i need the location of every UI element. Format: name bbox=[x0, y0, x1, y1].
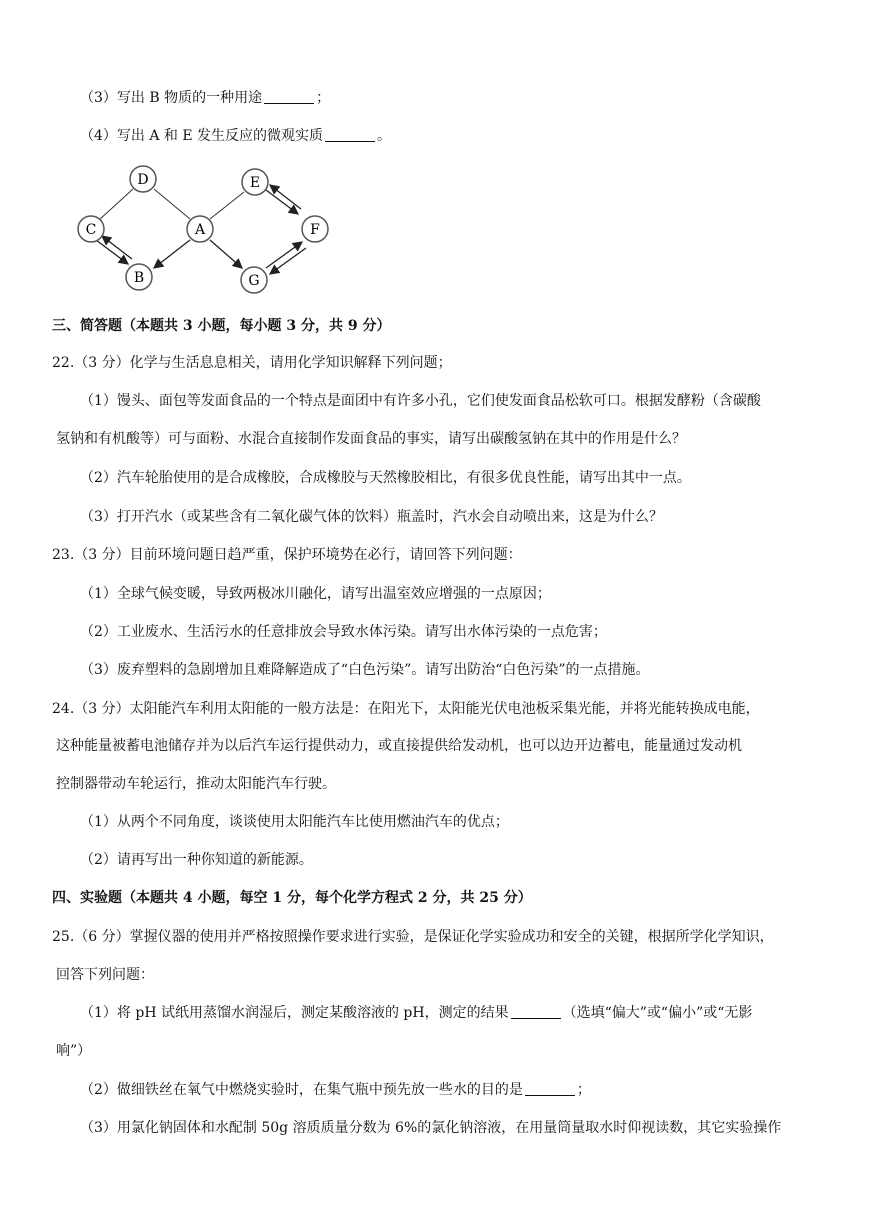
q22-part2: （2）汽车轮胎使用的是合成橡胶，合成橡胶与天然橡胶相比，有很多优良性能，请写出其中一点。 bbox=[80, 470, 691, 486]
q25-stem-2: 回答下列问题： bbox=[56, 967, 154, 983]
q23-part3: （3）废弃塑料的急剧增加且难降解造成了“白色污染”。请写出防治“白色污染”的一点措施。 bbox=[80, 662, 650, 678]
answer-blank[interactable] bbox=[511, 1004, 561, 1019]
q22-part3: （3）打开汽水（或某些含有二氧化碳气体的饮料）瓶盖时，汽水会自动喷出来，这是为什么？ bbox=[80, 509, 663, 525]
node-a bbox=[187, 216, 213, 242]
q21-line-3-end: ； bbox=[316, 90, 331, 106]
edge-a-b bbox=[154, 240, 190, 268]
edge-a-g bbox=[210, 240, 242, 268]
q21-line-4-text: （4）写出 A 和 E 发生反应的微观实质 bbox=[80, 128, 324, 144]
node-b bbox=[126, 264, 152, 290]
edge-d-a bbox=[154, 189, 190, 219]
q25-part2-text: （2）做细铁丝在氧气中燃烧实验时，在集气瓶中预先放一些水的目的是 bbox=[80, 1082, 523, 1098]
reaction-network-diagram bbox=[70, 160, 350, 300]
node-e bbox=[242, 169, 268, 195]
node-d bbox=[130, 166, 156, 192]
svg-text:A: A bbox=[194, 222, 206, 238]
answer-blank[interactable] bbox=[325, 127, 375, 142]
q21-line-3-text: （3）写出 B 物质的一种用途 bbox=[80, 90, 263, 106]
q22-stem: 22.（3 分）化学与生活息息相关，请用化学知识解释下列问题； bbox=[52, 355, 452, 371]
q21-line-4-end: 。 bbox=[377, 128, 392, 144]
q21-line-4 bbox=[80, 126, 391, 146]
q25-part1-cont: 响”） bbox=[56, 1043, 92, 1059]
q25-part2 bbox=[80, 1080, 591, 1100]
edge-c-d bbox=[99, 189, 133, 220]
q24-stem: 24.（3 分）太阳能汽车利用太阳能的一般方法是：在阳光下，太阳能光伏电池板采集光能，并将光能转换成电能， bbox=[52, 701, 760, 717]
q24-cont-2: 控制器带动车轮运行，推动太阳能汽车行驶。 bbox=[56, 776, 336, 792]
q25-part1-text: （1）将 pH 试纸用蒸馏水润湿后，测定某酸溶液的 pH，测定的结果 bbox=[80, 1005, 509, 1021]
q23-part2: （2）工业废水、生活污水的任意排放会导致水体污染。请写出水体污染的一点危害； bbox=[80, 624, 607, 640]
svg-text:E: E bbox=[249, 175, 261, 191]
q25-part2-end: ； bbox=[576, 1082, 591, 1098]
edge-a-e bbox=[210, 192, 244, 219]
svg-text:G: G bbox=[248, 273, 260, 289]
svg-text:C: C bbox=[85, 222, 97, 238]
node-c bbox=[78, 216, 104, 242]
node-g bbox=[241, 267, 267, 293]
q22-part1-a: （1）馒头、面包等发面食品的一个特点是面团中有许多小孔，它们使发面食品松软可口。根据发酵粉（含碳酸 bbox=[80, 393, 761, 409]
answer-blank[interactable] bbox=[264, 89, 314, 104]
section-3-title: 三、简答题（本题共 3 小题，每小题 3 分，共 9 分） bbox=[52, 318, 391, 334]
q25-stem-1: 25.（6 分）掌握仪器的使用并严格按照操作要求进行实验，是保证化学实验成功和安全的关键，根据所学化学知识， bbox=[52, 929, 774, 945]
q23-stem: 23.（3 分）目前环境问题日趋严重，保护环境势在必行，请回答下列问题： bbox=[52, 547, 522, 563]
q25-part3: （3）用氯化钠固体和水配制 50g 溶质质量分数为 6%的氯化钠溶液，在用量筒量取水时仰视读数，其它实验操作 bbox=[80, 1120, 782, 1136]
q21-line-3 bbox=[80, 88, 330, 108]
svg-text:B: B bbox=[133, 270, 145, 286]
svg-text:F: F bbox=[310, 222, 320, 238]
q25-part1 bbox=[80, 1003, 752, 1023]
node-f bbox=[302, 216, 328, 242]
q24-part2: （2）请再写出一种你知道的新能源。 bbox=[80, 852, 313, 868]
q25-part1-options: （选填“偏大”或“偏小”或“无影 bbox=[562, 1005, 753, 1021]
q24-cont-1: 这种能量被蓄电池储存并为以后汽车运行提供动力，或直接提供给发动机，也可以边开边蓄电，能量通过发动机 bbox=[56, 738, 742, 754]
q24-part1: （1）从两个不同角度，谈谈使用太阳能汽车比使用燃油汽车的优点； bbox=[80, 814, 509, 830]
q23-part1: （1）全球气候变暖，导致两极冰川融化，请写出温室效应增强的一点原因； bbox=[80, 586, 551, 602]
svg-text:D: D bbox=[137, 172, 149, 188]
q22-part1-b: 氢钠和有机酸等）可与面粉、水混合直接制作发面食品的事实，请写出碳酸氢钠在其中的作用是什么？ bbox=[56, 431, 686, 447]
answer-blank[interactable] bbox=[525, 1081, 575, 1096]
section-4-title: 四、实验题（本题共 4 小题，每空 1 分，每个化学方程式 2 分，共 25 分） bbox=[52, 890, 532, 906]
